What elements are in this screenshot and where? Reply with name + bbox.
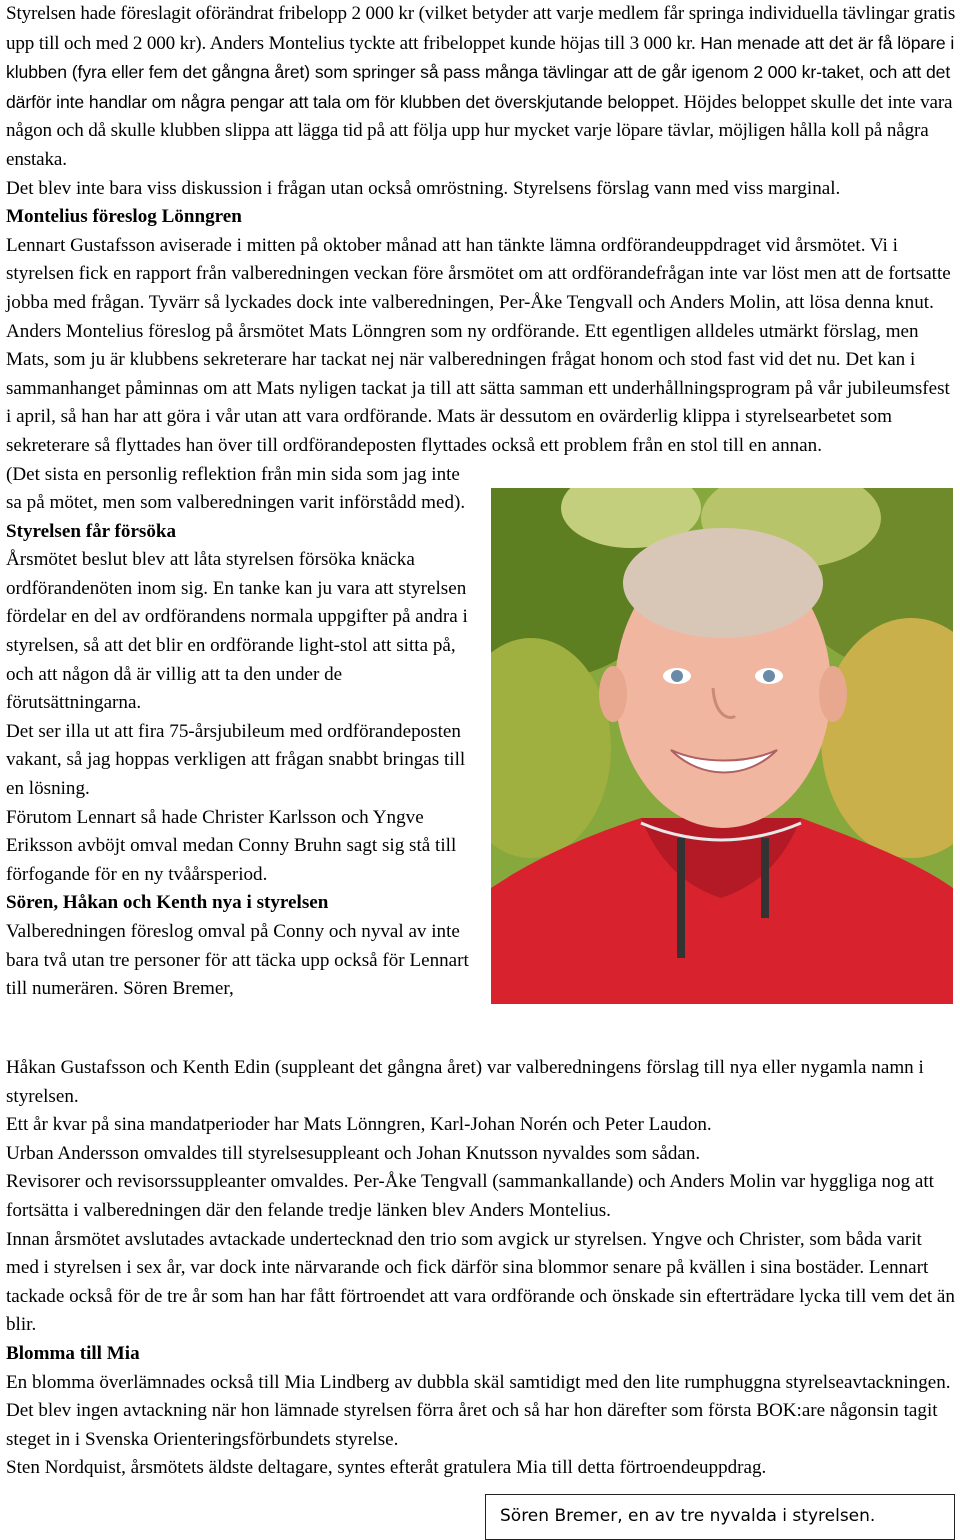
nomination-paragraph-start: Valberedningen föreslog omval på Conny och nyval av inte bara två utan tre personer för att täcka upp också för Lennart till numerären. Sören Bremer, [6, 921, 469, 1000]
reelection-paragraph: Förutom Lennart så hade Christer Karlsson och Yngve Eriksson avböjt omval medan Conny Bruhn sagt sig stå till förfogande för en ny tvåårsperiod. [6, 806, 457, 885]
heading-new-members: Sören, Håkan och Kenth nya i styrelsen [6, 892, 329, 914]
intro-text-1: Styrelsen hade föreslagit oförändrat fribelopp 2 000 kr (vilket betyder att varje medlem får springa individuella tävlingar gratis upp till och med 2 000 kr). [6, 3, 956, 54]
substitute-paragraph: Urban Andersson omvaldes till styrelsesuppleant och Johan Knutsson nyvaldes som sådan. [6, 1142, 701, 1164]
heading-montelius: Montelius föreslog Lönngren [6, 206, 242, 228]
intro-text-sans: Han menade att det är få löpare i klubben (fyra eller fem det gångna året) som springer så pass många tävlingar att de går igenom 2 000 kr-taket, och att det därför inte handlar om några pengar att tala om för klubben det överskjutande beloppet. [6, 32, 955, 112]
mandate-paragraph: Ett år kvar på sina mandatperioder har Mats Lönngren, Karl-Johan Norén och Peter Laudon. [6, 1114, 712, 1136]
vote-paragraph: Det blev inte bara viss diskussion i frågan utan också omröstning. Styrelsens förslag vann med viss marginal. [6, 177, 841, 199]
heading-styrelsen: Styrelsen får försöka [6, 520, 177, 542]
photo-caption: Sören Bremer, en av tre nyvalda i styrelsen. [485, 1494, 955, 1540]
reflection-paragraph: (Det sista en personlig reflektion från min sida som jag inte sa på mötet, men som valberedningen varit införstådd med). [6, 463, 466, 514]
jubilee-paragraph: Det ser illa ut att fira 75-årsjubileum med ordförandeposten vakant, så jag hoppas verkligen att frågan snabbt bringas till en lösning. [6, 720, 466, 800]
document-continued [6, 1054, 956, 1483]
chair-paragraph: Lennart Gustafsson aviserade i mitten på oktober månad att han tänkte lämna ordförandeuppdraget vid årsmötet. Vi i styrelsen fick en rapport från valberedningen veckan före årsmötet om att ordförandefrågan inte var löst men att de fortsatte jobba med frågan. Tyvärr så lyckades dock inte valberedningen, Per-Åke Tengvall och Anders Molin, att lösa denna knut. Anders Montelius föreslog på årsmötet Mats Lönngren som ny ordförande. Ett egentligen alldeles utmärkt förslag, men Mats, som ju är klubbens sekreterare har tackat nej när valberedningen frågat honom och stod fast vid det nu. Det kan i sammanhanget påminnas om att Mats nyligen tackat ja till att sätta samman ett underhållningsprogram på vår jubileumsfest i april, så han har att göra i vår utan att vara ordförande. Mats är dessutom en ovärderlig klippa i styrelsearbetet som sekreterare så flyttades han över till ordförandeposten flyttades också ett problem från en stol till en annan. [6, 234, 951, 456]
intro-text-2: Anders Montelius tyckte att fribeloppet kunde höjas till 3 000 kr. [209, 32, 696, 54]
intro-text-3: Höjdes beloppet skulle det inte vara någon och då skulle klubben slippa att lägga tid på att följa upp hur mycket varje löpare tävlar, möjligen hålla koll på några enstaka. [6, 91, 953, 170]
decision-paragraph: Årsmötet beslut blev att låta styrelsen försöka knäcka ordförandenöten inom sig. En tanke kan ju vara att styrelsen fördelar en del av ordförandens normala uppgifter på andra i styrelsen, så att det blir en ordförande light-stol att sitta på, och att någon då är villig att ta den under de förutsättningarna. [6, 549, 468, 714]
portrait-photo [491, 488, 953, 1004]
photo-figure [485, 488, 955, 1526]
portrait-photo-image [491, 488, 953, 1004]
narrow-column [6, 461, 476, 1004]
auditors-paragraph: Revisorer och revisorssuppleanter omvaldes. Per-Åke Tengvall (sammankallande) och Anders Molin var hyggliga nog att fortsätta i valberedningen där den felande tredje länken blev Anders Montelius. [6, 1171, 934, 1221]
nomination-paragraph-end: Håkan Gustafsson och Kenth Edin (suppleant det gångna året) var valberedningens förslag till nya eller nygamla namn i styrelsen. [6, 1057, 924, 1107]
flower-paragraph: En blomma överlämnades också till Mia Lindberg av dubbla skäl samtidigt med den lite rumphuggna styrelseavtackningen. Det blev ingen avtackning när hon lämnade styrelsen förra året och så har hon därefter som första BOK:are någonsin tagit steget in i Svenska Orienteringsförbundets styrelse. [6, 1371, 951, 1450]
heading-mia: Blomma till Mia [6, 1342, 140, 1364]
farewell-paragraph: Innan årsmötet avslutades avtackade undertecknad den trio som avgick ur styrelsen. Yngve och Christer, som båda varit med i styrelsen i sex år, var dock inte närvarande och fick därför sina blommor senare på kvällen i sina bostäder. Lennart tackade också för de tre år som han har fått förtroendet att vara ordförande och önskade sin efterträdare lycka till vem det än blir. [6, 1228, 955, 1336]
congratulation-paragraph: Sten Nordquist, årsmötets äldste deltagare, syntes efteråt gratulera Mia till detta förtroendeuppdrag. [6, 1457, 767, 1479]
intro-paragraph [6, 0, 956, 175]
